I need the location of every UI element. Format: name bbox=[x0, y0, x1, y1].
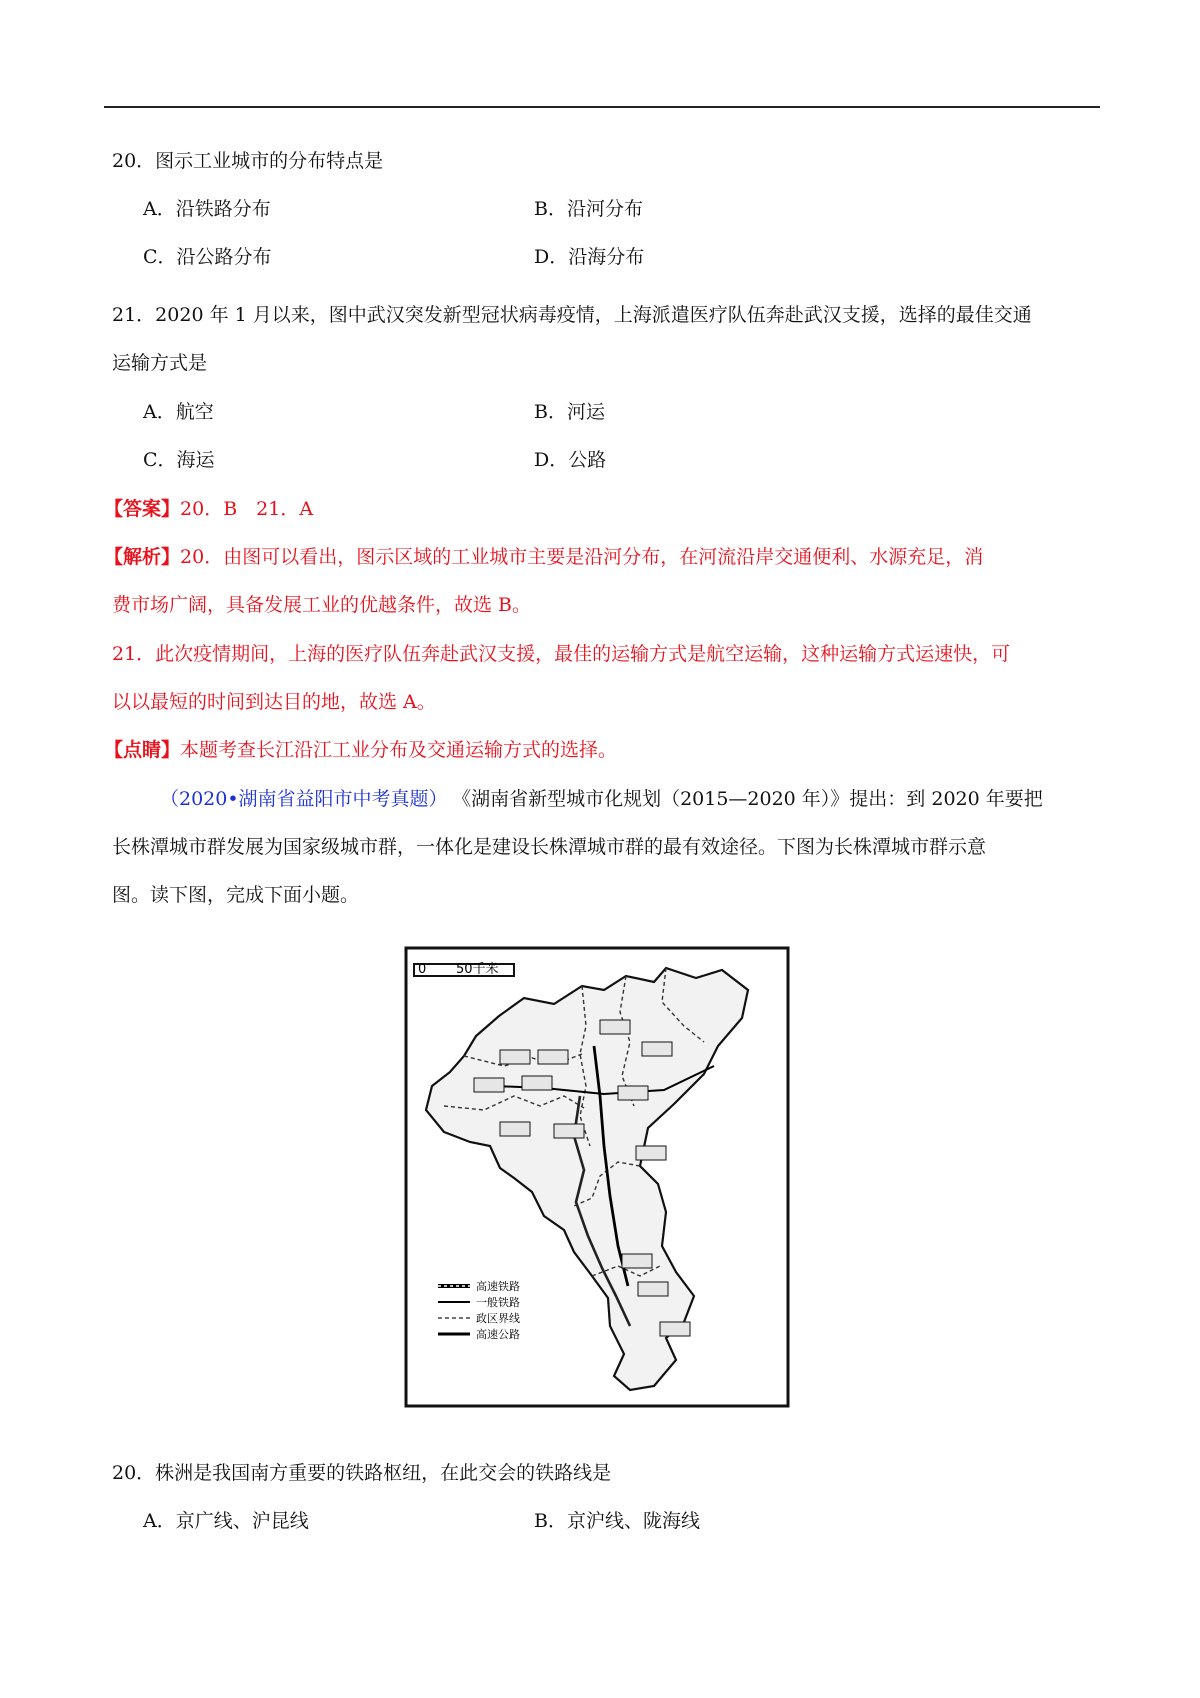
q20-option-a: A．沿铁路分布 bbox=[143, 198, 271, 220]
legend-boundary: 政区界线 bbox=[476, 1312, 520, 1325]
q21-option-c: C．海运 bbox=[143, 449, 215, 471]
question-21-stem-line1: 21．2020 年 1 月以来，图中武汉突发新型冠状病毒疫情，上海派遣医疗队伍奔赴武汉支援，选择的最佳交通 bbox=[112, 304, 1032, 326]
q20b-option-a: A．京广线、沪昆线 bbox=[143, 1510, 309, 1532]
q21-option-b: B．河运 bbox=[534, 401, 605, 423]
source-line3: 图。读下图，完成下面小题。 bbox=[112, 884, 360, 906]
legend-high-speed-rail: 高速铁路 bbox=[476, 1280, 520, 1293]
analysis-line2: 费市场广阔，具备发展工业的优越条件，故选 B。 bbox=[112, 594, 532, 616]
question-20b-stem: 20．株洲是我国南方重要的铁路枢纽，在此交会的铁路线是 bbox=[112, 1462, 612, 1484]
legend-railway: 一般铁路 bbox=[476, 1296, 520, 1309]
source-line1-rest: 《湖南省新型城市化规划（2015—2020 年）》提出：到 2020 年要把 bbox=[461, 788, 1043, 810]
scale-label: 50千米 bbox=[456, 962, 499, 977]
analysis-line4: 以以最短的时间到达目的地，故选 A。 bbox=[112, 691, 436, 713]
analysis-text-1: 20．由图可以看出，图示区域的工业城市主要是沿河分布，在河流沿岸交通便利、水源充足，消 bbox=[180, 546, 984, 568]
legend-highway: 高速公路 bbox=[476, 1328, 520, 1341]
comment-label: 【点睛】 bbox=[104, 739, 181, 761]
q20-option-b: B．沿河分布 bbox=[534, 198, 643, 220]
analysis-label: 【解析】 bbox=[104, 546, 181, 568]
q21-option-a: A．航空 bbox=[143, 401, 214, 423]
header-rule bbox=[104, 106, 1100, 108]
source-line2: 长株潭城市群发展为国家级城市群，一体化是建设长株潭城市群的最有效途径。下图为长株潭城市群示意 bbox=[112, 836, 987, 858]
comment-line bbox=[104, 737, 617, 763]
answer-line bbox=[104, 496, 313, 522]
source-tag: （2020•湖南省益阳市中考真题） bbox=[160, 788, 448, 810]
q20-option-c: C．沿公路分布 bbox=[143, 246, 272, 268]
question-21-stem-line2: 运输方式是 bbox=[112, 352, 208, 374]
answer-label: 【答案】 bbox=[104, 498, 181, 520]
changzhutan-map bbox=[404, 946, 790, 1408]
scale-zero: 0 bbox=[418, 962, 427, 977]
q21-option-d: D．公路 bbox=[534, 449, 607, 471]
comment-text: 本题考查长江沿江工业分布及交通运输方式的选择。 bbox=[180, 739, 618, 761]
analysis-line1 bbox=[104, 544, 983, 570]
source-line1 bbox=[160, 786, 1043, 812]
analysis-line3: 21．此次疫情期间，上海的医疗队伍奔赴武汉支援，最佳的运输方式是航空运输，这种运输方式运速快，可 bbox=[112, 643, 1011, 665]
question-20-stem: 20．图示工业城市的分布特点是 bbox=[112, 150, 384, 172]
q20b-option-b: B．京沪线、陇海线 bbox=[534, 1510, 700, 1532]
answer-text: 20．B 21．A bbox=[180, 498, 314, 520]
q20-option-d: D．沿海分布 bbox=[534, 246, 645, 268]
